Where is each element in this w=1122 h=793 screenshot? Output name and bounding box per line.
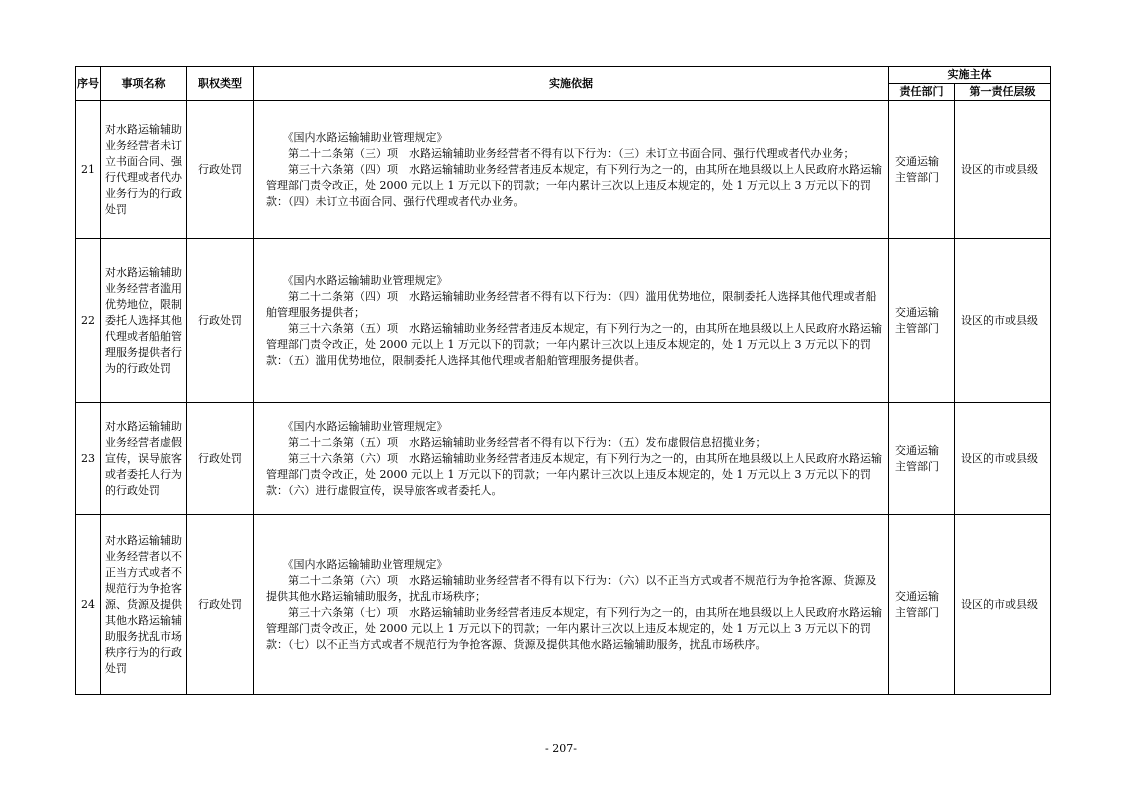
basis-clause: 第二十二条第（五）项 水路运输辅助业务经营者不得有以下行为：（五）发布虚假信息招揽业务； [288,435,767,449]
basis-clause: 第二十二条第（六）项 水路运输辅助业务经营者不得有以下行为：（六）以不正当方式或者不规范行为争抢客源、货源及提供其他水路运输辅助服务，扰乱市场秩序； [266,573,877,603]
row-responsible-dept: 交通运输主管部门 [889,101,955,239]
row-item-name: 对水路运输辅助业务经营者未订立书面合同、强行代理或者代办业务行为的行政处罚 [101,101,187,239]
row-seq: 22 [76,239,101,403]
row-power-type: 行政处罚 [187,515,254,695]
row-responsibility-level: 设区的市或县级 [955,403,1051,515]
basis-regulation-title: 《国内水路运输辅助业管理规定》 [282,419,448,433]
page-number: - 207- [545,742,577,755]
row-basis [254,515,889,695]
row-responsible-dept: 交通运输主管部门 [889,515,955,695]
row-responsibility-level: 设区的市或县级 [955,239,1051,403]
header-power-type: 职权类型 [187,67,254,101]
row-power-type: 行政处罚 [187,239,254,403]
row-responsibility-level: 设区的市或县级 [955,515,1051,695]
basis-clause: 第二十二条第（四）项 水路运输辅助业务经营者不得有以下行为：（四）滥用优势地位，限制委托人选择其他代理或者船舶管理服务提供者； [266,289,877,319]
basis-clause: 第三十六条第（七）项 水路运输辅助业务经营者违反本规定，有下列行为之一的，由其所在地县级以上人民政府水路运输管理部门责令改正，处 2000 元以上 1 万元以下的罚款；一年内累计三次以上违反本规定的，处 1 万元以上 3 万元以下的罚款：（七）以不正当方式或者不规范行为争抢客源、货源及提供其他水路运输辅助服务，扰乱市场秩序。 [266,605,882,651]
row-basis [254,101,889,239]
row-power-type: 行政处罚 [187,101,254,239]
basis-clause: 第三十六条第（六）项 水路运输辅助业务经营者违反本规定，有下列行为之一的，由其所在地县级以上人民政府水路运输管理部门责令改正，处 2000 元以上 1 万元以下的罚款；一年内累计三次以上违反本规定的，处 1 万元以上 3 万元以下的罚款：（六）进行虚假宣传，误导旅客或者委托人。 [266,451,882,497]
row-item-name: 对水路运输辅助业务经营者以不正当方式或者不规范行为争抢客源、货源及提供其他水路运输辅助服务扰乱市场秩序行为的行政处罚 [101,515,187,695]
basis-clause: 第二十二条第（三）项 水路运输辅助业务经营者不得有以下行为：（三）未订立书面合同、强行代理或者代办业务； [288,146,855,160]
basis-regulation-title: 《国内水路运输辅助业管理规定》 [282,130,448,144]
regulation-table [75,66,1051,695]
row-seq: 24 [76,515,101,695]
header-responsible-dept: 责任部门 [889,84,955,101]
row-power-type: 行政处罚 [187,403,254,515]
header-responsibility-level: 第一责任层级 [955,84,1051,101]
row-basis [254,403,889,515]
table-row [76,239,1051,403]
row-responsible-dept: 交通运输主管部门 [889,239,955,403]
row-seq: 23 [76,403,101,515]
basis-regulation-title: 《国内水路运输辅助业管理规定》 [282,557,448,571]
basis-clause: 第三十六条第（四）项 水路运输辅助业务经营者违反本规定，有下列行为之一的，由其所在地县级以上人民政府水路运输管理部门责令改正，处 2000 元以上 1 万元以下的罚款；一年内累计三次以上违反本规定的，处 1 万元以上 3 万元以下的罚款：（四）未订立书面合同、强行代理或者代办业务。 [266,162,882,208]
row-seq: 21 [76,101,101,239]
row-basis [254,239,889,403]
table-row [76,101,1051,239]
table-row [76,515,1051,695]
header-basis: 实施依据 [254,67,889,101]
row-item-name: 对水路运输辅助业务经营者滥用优势地位，限制委托人选择其他代理或者船舶管理服务提供者行为的行政处罚 [101,239,187,403]
basis-clause: 第三十六条第（五）项 水路运输辅助业务经营者违反本规定，有下列行为之一的，由其所在地县级以上人民政府水路运输管理部门责令改正，处 2000 元以上 1 万元以下的罚款；一年内累计三次以上违反本规定的，处 1 万元以上 3 万元以下的罚款：（五）滥用优势地位，限制委托人选择其他代理或者船舶管理服务提供者。 [266,321,882,367]
row-responsible-dept: 交通运输主管部门 [889,403,955,515]
row-item-name: 对水路运输辅助业务经营者虚假宣传，误导旅客或者委托人行为的行政处罚 [101,403,187,515]
basis-regulation-title: 《国内水路运输辅助业管理规定》 [282,273,448,287]
header-implementing-subject: 实施主体 [889,67,1051,84]
header-item-name: 事项名称 [101,67,187,101]
table-row [76,403,1051,515]
row-responsibility-level: 设区的市或县级 [955,101,1051,239]
header-seq: 序号 [76,67,101,101]
